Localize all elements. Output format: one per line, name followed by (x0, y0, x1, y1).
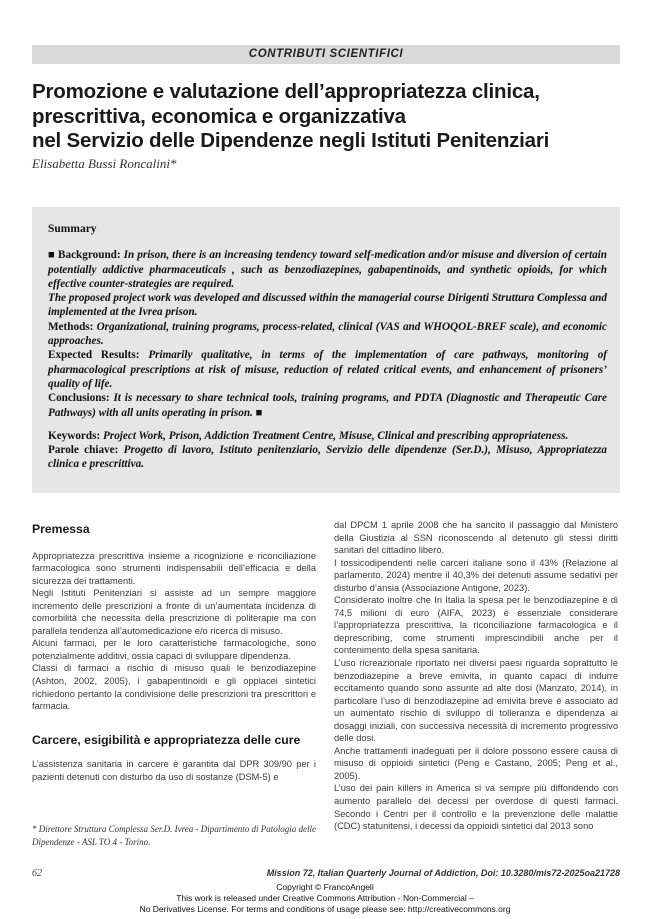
conclusions-text: It is necessary to share technical tools, training programs, and PDTA (Diagnostic and Therapeutic Care Pathways) with all units operating in prison. (48, 392, 608, 419)
left-column (32, 519, 316, 783)
square-bullet: ■ (48, 249, 55, 262)
license-line: No Derivatives License. For terms and conditions of usage please see: http://creativecommons.org (139, 904, 511, 914)
parole-text: Progetto di lavoro, Istituto penitenziario, Servizio delle dipendenze (Ser.D.), Misuso, Appropriatezza clinica e prescrittiva. (48, 444, 607, 471)
paragraph: Alcuni farmaci, per le loro caratteristiche farmacologiche, sono potenzialmente additivi, ossia capaci di sviluppare dipendenza. (32, 638, 316, 661)
paragraph: L’assistenza sanitaria in carcere è garantita dal DPR 309/90 per i pazienti detenuti con disturbo da uso di sostanze (DSM-5) e (32, 759, 316, 782)
paragraph: Negli Istituti Penitenziari si assiste ad un sempre maggiore incremento delle prescrizioni a fronte di un’aumentata incidenza di comorbilità che necessita della prescrizione di politerapie ma con parallela tendenza all’automedicazione e/o ricerca di misuso. (32, 588, 316, 636)
end-square: ■ (255, 406, 263, 419)
paragraph: Appropriatezza prescrittiva insieme a ricognizione e riconciliazione farmacologica sono strumenti indispensabili dell’efficacia e della sicurezza dei trattamenti. (32, 550, 316, 586)
background-text: In prison, there is an increasing tendency toward self-medication and/or misuse and diversion of certain potentially addictive pharmaceuticals , such as benzodiazepines, gabapentinoids, and synthetic opioids, for which effective counter-strategies are required. (48, 249, 608, 290)
copyright-notice (0, 882, 650, 915)
summary-methods (48, 320, 607, 349)
results-text: Primarily qualitative, in terms of the implementation of care pathways, monitoring of pharmacological prescriptions at risk of misuse, reduction of related critical events, and enhancement of prisoners’ quality of life. (48, 349, 608, 390)
conclusions-label: Conclusions: (48, 392, 110, 405)
page-number: 62 (32, 868, 42, 879)
methods-label: Methods: (48, 320, 94, 333)
summary-results (48, 348, 607, 391)
section-label: CONTRIBUTI SCIENTIFICI (248, 48, 404, 60)
summary-project (48, 291, 607, 320)
results-label: Expected Results: (48, 349, 140, 362)
paragraph: dal DPCM 1 aprile 2008 che ha sancito il passaggio dal Ministero della Giustizia al SSN riconoscendo al detenuto gli stessi diritti sanitari del cittadino libero. (334, 520, 618, 556)
section-heading-carcere: Carcere, esigibilità e appropriatezza delle cure (32, 732, 301, 747)
summary-keywords (48, 429, 607, 443)
paragraph: I tossicodipendenti nelle carceri italiane sono il 43% (Relazione al parlamento, 2024) mentre il 40,3% dei detenuti assume sedativi per disturbo d’ansia (Associazione Antigone, 2023). (334, 557, 618, 593)
summary-heading: Summary (48, 223, 97, 235)
summary-parole-chiave (48, 443, 607, 472)
author-footnote: * Direttore Struttura Complessa Ser.D. Ivrea - Dipartimento di Patologia delle Dipendenze - ASL TO 4 - Torino. (32, 824, 316, 847)
project-text: The proposed project work was developed and discussed within the managerial course Dirigenti Struttura Complessa and implemented at the Ivrea prison. (48, 292, 607, 319)
license-line: This work is released under Creative Commons Attribution - Non-Commercial – (176, 893, 474, 903)
section-heading-premessa: Premessa (32, 522, 90, 536)
paragraph: Classi di farmaci a rischio di misuso quali le benzodiazepine (Ashton, 2002, 2005), i gabapentinoidi e gli oppiacei sintetici richiedono pertanto la condivisione delle prescrizioni tra prescrittori e farmacia. (32, 663, 316, 712)
paragraph: Considerato inoltre che In Italia la spesa per le benzodiazepine è di 74,5 milioni di euro (AIFA, 2023) è essenziale considerare l’appropriatezza prescrittiva, la riconciliazione farmacologica e il deprescribing, come strumenti imprescindibili anche per il contenimento della spesa sanitaria. (334, 595, 618, 656)
title-line: Promozione e valutazione dell’appropriatezza clinica, (32, 80, 540, 103)
title-line: prescrittiva, economica e organizzativa (32, 104, 406, 128)
right-column (334, 519, 618, 833)
section-band (32, 45, 620, 64)
copyright-line: Copyright © FrancoAngeli (276, 882, 374, 892)
summary-background (48, 248, 607, 291)
paragraph: Anche trattamenti inadeguati per il dolore possono essere causa di misuso di oppioidi sintetici (Peng e Castano, 2005; Peng et al., 2005). (334, 745, 618, 781)
article-title (32, 80, 622, 154)
background-label: Background: (58, 249, 121, 262)
journal-citation: Mission 72, Italian Quarterly Journal of Addiction, Doi: 10.3280/mis72-2025oa21728 (266, 868, 620, 878)
summary-conclusions (48, 391, 607, 420)
methods-text: Organizational, training programs, process-related, clinical (VAS and WHOQOL-BREF scale), and economic approaches. (48, 320, 607, 348)
paragraph: L’uso dei pain killers in America si va sempre più diffondendo con aumento parallelo dei decessi per overdose di questi farmaci. Secondo i Centri per il controllo e la prevenzione delle malattie (CDC) statunitensi, i decessi da oppioidi sintetici dal 2013 sono (334, 783, 618, 832)
summary-box (32, 207, 620, 493)
title-line: nel Servizio delle Dipendenze negli Istituti Penitenziari (32, 129, 550, 152)
paragraph: L’uso ricreazionale riportato nei diversi paesi riguarda soprattutto le benzodiazepine a breve emivita, in quanto capaci di indurre eccitamento quando sono assunte ad alte dosi (Manzato, 2014), in particolare l’uso di benzodiazepine ad emivita breve è associato ad un aumentato rischio di sviluppo di tolleranza e dipendenza ai dosaggi iniziali, con successiva necessità di incremento progressivo delle dosi. (334, 658, 618, 744)
parole-label: Parole chiave: (48, 444, 119, 457)
keywords-label: Keywords: (48, 429, 101, 442)
keywords-text: Project Work, Prison, Addiction Treatment Centre, Misuse, Clinical and prescribing appropriateness. (103, 429, 569, 442)
author: Elisabetta Bussi Roncalini* (32, 156, 177, 171)
